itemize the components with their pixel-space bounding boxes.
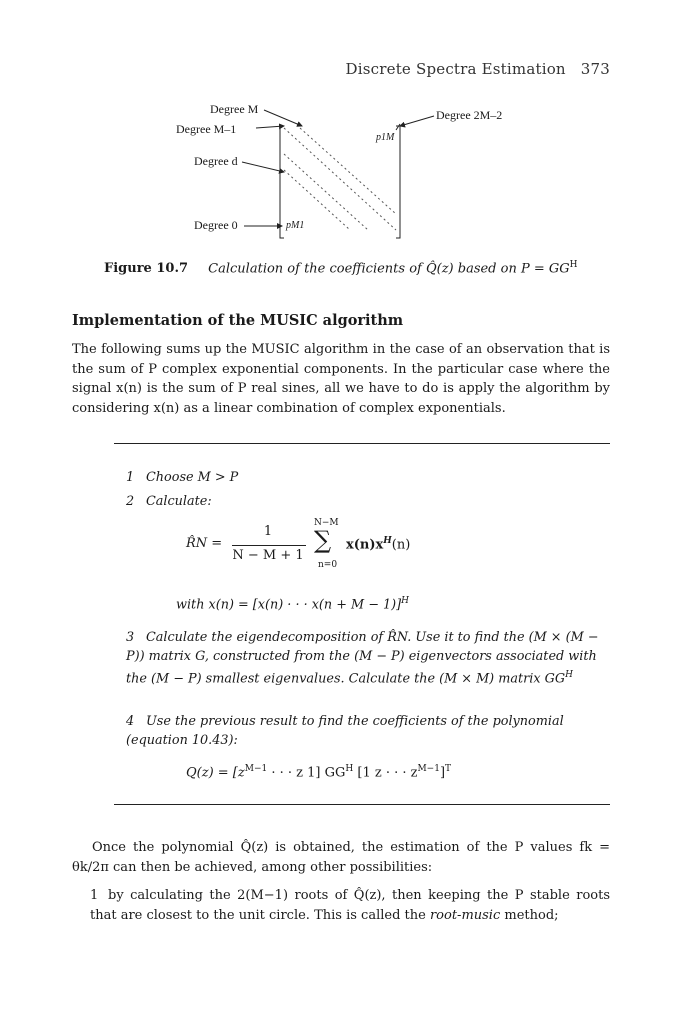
with-definition: with x(n) = [x(n) · · · x(n + M − 1)]$^H$ xyxy=(176,596,409,613)
equation-qz: $Q(z) = [z^{M-1}$ · · · z 1] $GG^H$ [1 z · · · $z^{M-1}]^T$ xyxy=(186,764,452,781)
figure-10-7 xyxy=(160,98,520,248)
label-degree-0: Degree 0 xyxy=(194,218,238,232)
algorithm-step-3: 3 Calculate the eigendecomposition of R̂N. Use it to find the (M × (M − P)) matrix G, constructed from the (M − P) eigenvectors associated with the (M − P) smallest eigenvalues. Calculate the (M × M) matrix $GG^H$ xyxy=(126,630,599,687)
eq-numerator: 1 xyxy=(263,524,273,539)
label-p1m: p1M xyxy=(376,132,395,143)
label-pm1: pM1 xyxy=(286,220,305,231)
label-degree-m: Degree M xyxy=(210,102,259,116)
step-text: Choose M > P xyxy=(146,470,239,485)
algorithm-step-1 xyxy=(126,468,610,487)
algorithm-top-rule xyxy=(114,443,610,444)
arrow-degree-d xyxy=(242,162,284,172)
step-text: Calculate the eigendecomposition of R̂N. Use it to find the (M × (M − P)) matrix G, constructed from the (M − P) eigenvectors associated with the (M − P) smallest eigenvalues. Calculate the (M × M) matrix GG xyxy=(126,630,599,687)
algorithm-step-2 xyxy=(126,492,610,511)
lower-diagonal-2 xyxy=(284,154,368,230)
label-degree-2m2: Degree 2M–2 xyxy=(436,108,503,122)
sum-icon: ∑ xyxy=(314,526,332,554)
caption-text: Calculation of the coefficients of Q̂(z) based on P = GG xyxy=(208,261,570,277)
eq-lhs: R̂N = xyxy=(186,536,223,551)
figure-caption xyxy=(104,260,578,276)
label-degree-d: Degree d xyxy=(194,154,238,168)
step-text: Use the previous result to find the coefficients of the polynomial (equation 10.43): xyxy=(126,714,564,748)
intro-paragraph: The following sums up the MUSIC algorithm in the case of an observation that is the sum of P complex exponential components. In the particular case where the signal x(n) is the sum of P real sines, all we have to do is apply the algorithm by considering x(n) as a linear combination of complex exponentials. xyxy=(72,342,610,416)
page-number: 373 xyxy=(580,60,610,78)
step-text: Calculate: xyxy=(146,494,212,509)
caption-sup: H xyxy=(569,260,578,270)
eq-fraction-bar xyxy=(232,545,306,546)
right-bracket xyxy=(396,126,400,238)
closing-list-item-1: 1 by calculating the 2(M−1) roots of Q̂(z), then keeping the P stable roots that are closest to the unit circle. This is called the root-music method; xyxy=(90,888,610,923)
section-heading: Implementation of the MUSIC algorithm xyxy=(72,312,404,329)
left-bracket xyxy=(280,126,284,238)
eq-body: $x(n)x^H(n)$ xyxy=(346,536,411,553)
closing-paragraph: Once the polynomial Q̂(z) is obtained, the estimation of the P values fk = θk/2π can then be achieved, among other possibilities: xyxy=(72,840,610,875)
step-number: 3 xyxy=(126,630,135,645)
equation-rn xyxy=(186,518,446,574)
arrow-degree-m xyxy=(264,110,302,126)
eq-sum-lower: n=0 xyxy=(318,560,338,570)
caption-number: Figure 10.7 xyxy=(104,261,189,277)
arrow-p1m xyxy=(396,124,400,130)
step-number: 1 xyxy=(126,470,135,485)
step-number: 2 xyxy=(126,494,135,509)
eq-denominator: N − M + 1 xyxy=(232,548,304,563)
running-header xyxy=(346,60,610,78)
eq-sum-upper: N−M xyxy=(314,518,339,528)
label-degree-m1: Degree M–1 xyxy=(176,122,237,136)
step-number: 4 xyxy=(126,714,135,729)
running-header-title: Discrete Spectra Estimation xyxy=(345,60,566,78)
algorithm-bottom-rule xyxy=(114,804,610,805)
arrow-degree-2m2 xyxy=(400,116,434,126)
algorithm-step-4 xyxy=(126,712,610,750)
main-diagonal xyxy=(284,128,396,230)
